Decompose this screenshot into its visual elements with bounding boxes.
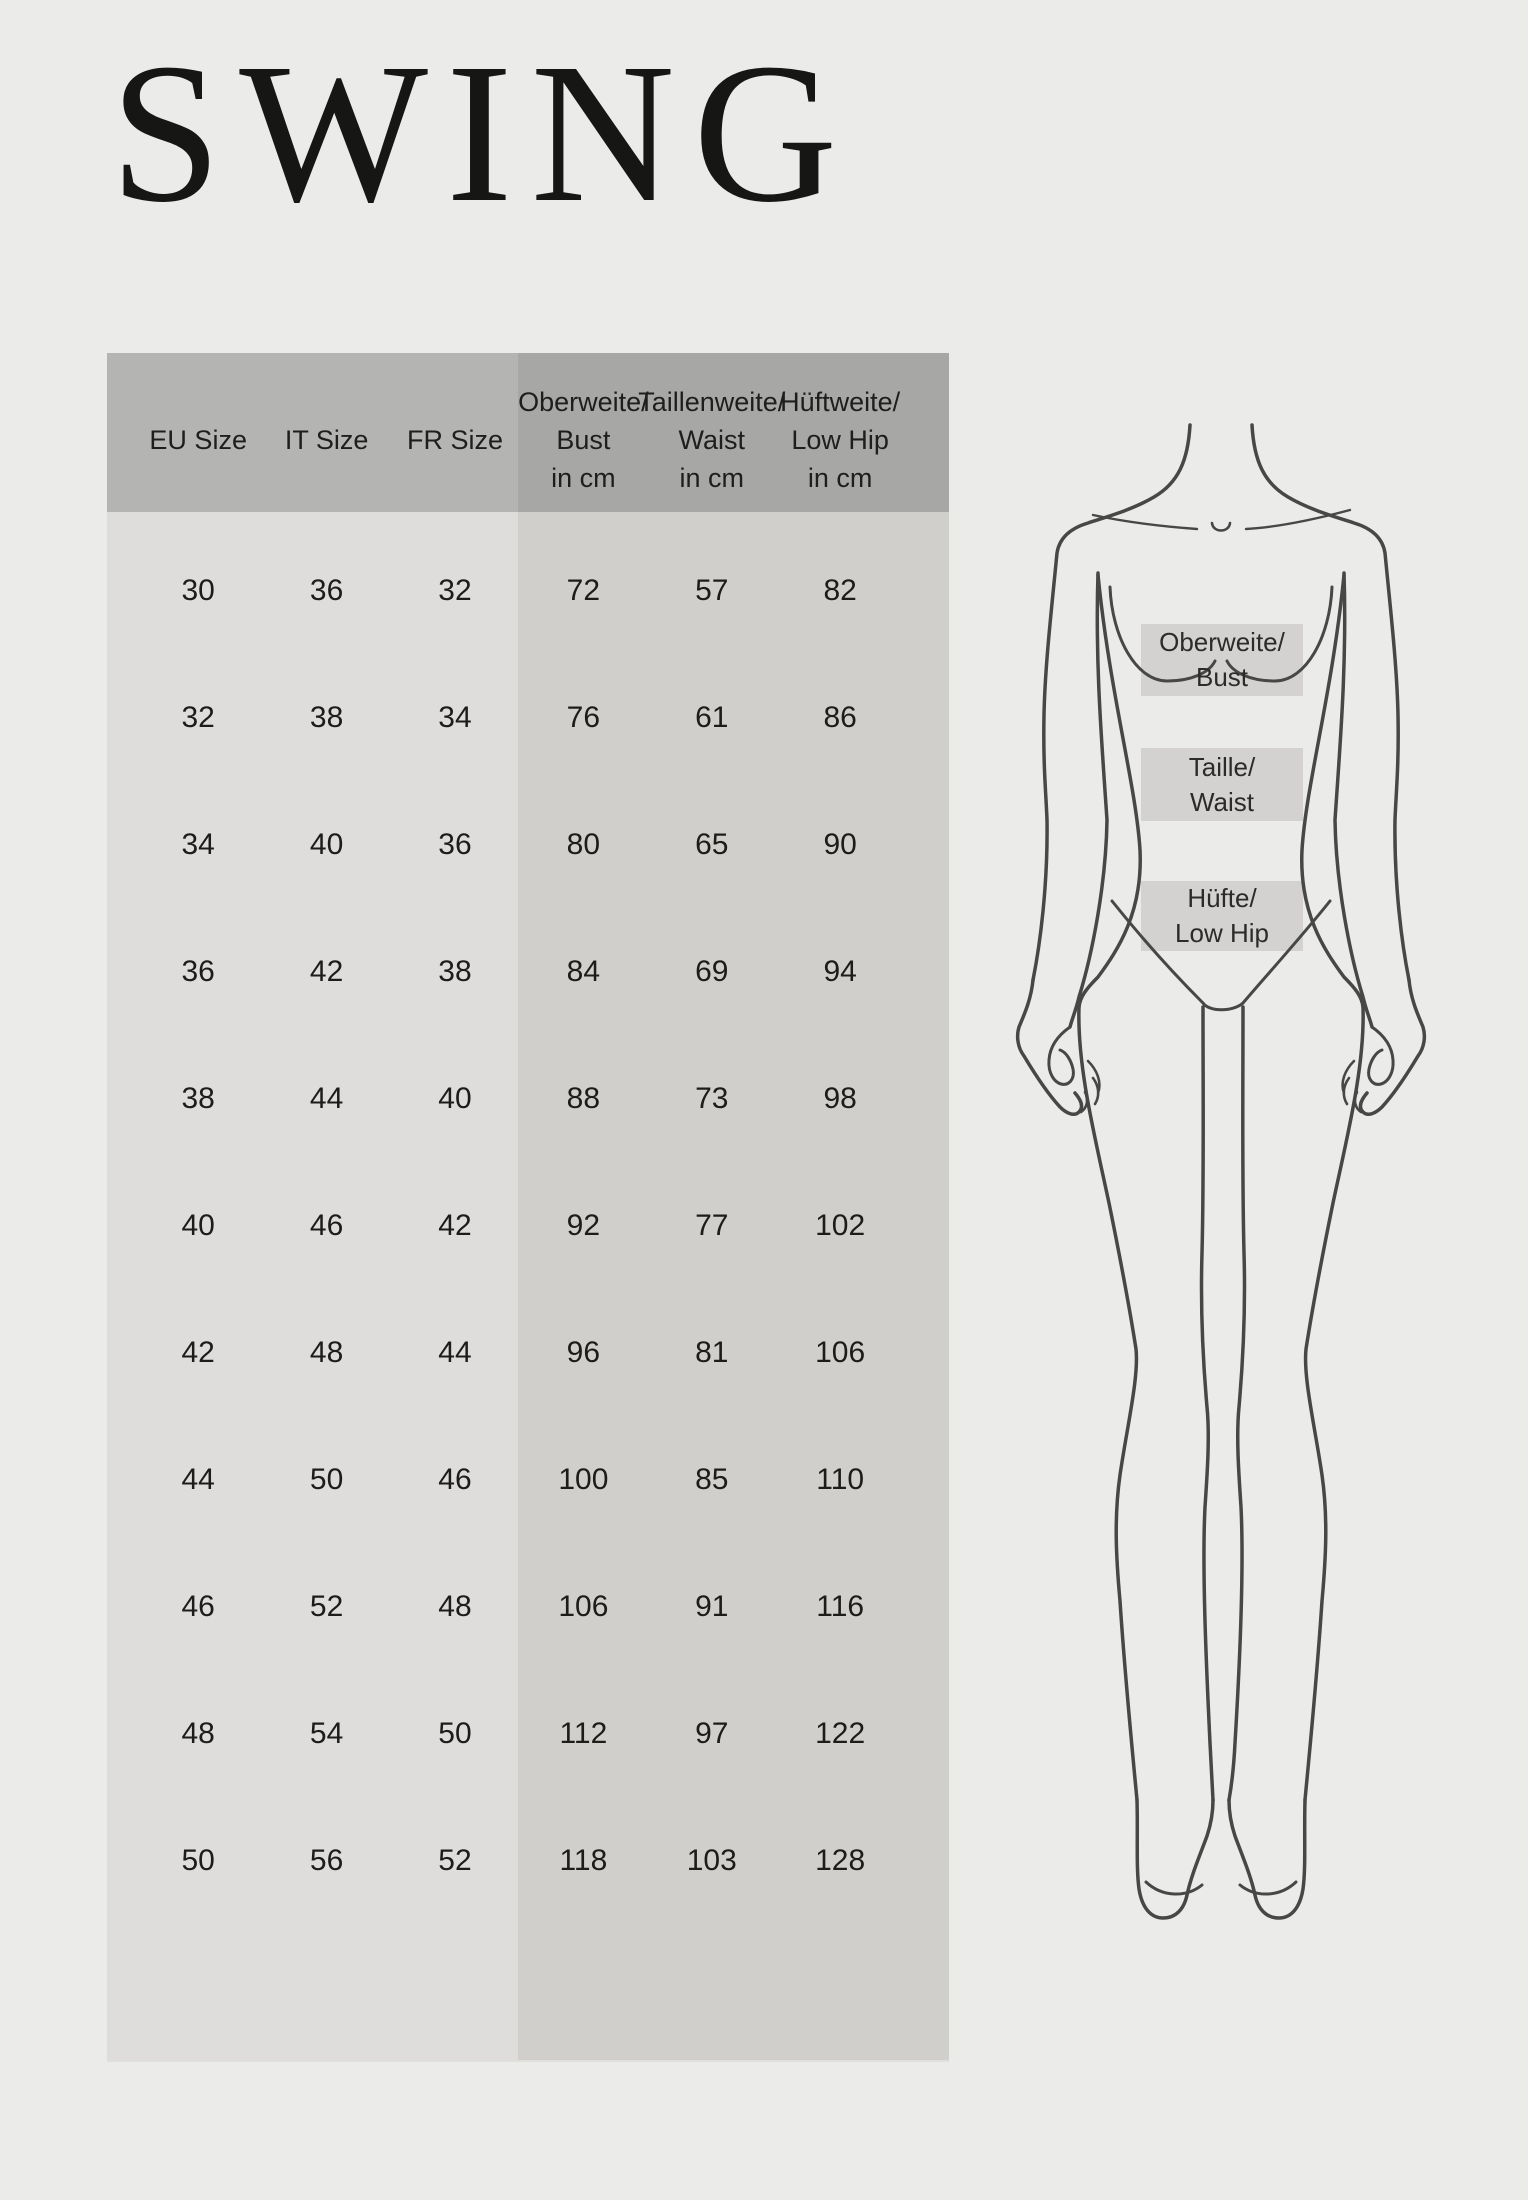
column-header	[262, 353, 390, 512]
measure-label-line: Low Hip	[1175, 918, 1269, 948]
table-cell: 81	[695, 1335, 729, 1369]
table-cell: 34	[438, 700, 472, 734]
table-cell: 40	[309, 827, 344, 861]
column-header-line: IT Size	[284, 424, 369, 455]
table-cell: 98	[823, 1081, 857, 1115]
table-cell: 40	[438, 1081, 472, 1115]
table-cell: 38	[181, 1081, 215, 1115]
leg-outer-right-path	[1305, 1007, 1363, 1800]
table-cell: 69	[695, 954, 729, 988]
table-cell: 40	[181, 1208, 215, 1242]
hand-left-path	[1018, 980, 1082, 1114]
measure-label-line: Taille/	[1188, 751, 1256, 782]
table-cell: 77	[695, 1208, 729, 1242]
foot-right-path	[1229, 1800, 1305, 1918]
foot-left-path	[1137, 1800, 1213, 1918]
table-header	[107, 353, 949, 512]
hand-right-path	[1360, 980, 1424, 1114]
table-cell: 32	[438, 573, 472, 607]
column-header-line: Bust	[556, 424, 611, 455]
inner-arm-right-path	[1335, 573, 1372, 1027]
table-cell: 122	[815, 1716, 866, 1750]
table-cell: 84	[566, 954, 601, 988]
bust-label	[1141, 624, 1303, 696]
table-cell: 88	[566, 1081, 601, 1115]
table-cell: 80	[566, 827, 601, 861]
column-header-line: in cm	[551, 462, 616, 493]
torso-right-path	[1302, 575, 1363, 1007]
table-cell: 96	[566, 1335, 601, 1369]
column-header	[519, 353, 647, 512]
table-cell: 73	[695, 1081, 729, 1115]
table-cell: 38	[438, 954, 472, 988]
table-cell: 72	[566, 573, 601, 607]
brand-logo: SWING	[110, 23, 856, 244]
table-cell: 85	[695, 1462, 729, 1496]
table-cell: 56	[309, 1843, 344, 1877]
table-row	[107, 527, 949, 654]
waist-label	[1141, 748, 1303, 821]
column-header	[776, 353, 904, 512]
table-cell: 92	[566, 1208, 601, 1242]
table-row	[107, 908, 949, 1035]
table-cell: 30	[181, 573, 215, 607]
table-cell: 32	[181, 700, 215, 734]
column-header-line: in cm	[807, 462, 873, 493]
collarbone-right-path	[1246, 510, 1350, 529]
measure-label-line: Bust	[1195, 662, 1249, 692]
table-cell: 94	[823, 954, 857, 988]
table-cell: 91	[695, 1589, 729, 1623]
table-row	[107, 1416, 949, 1543]
table-cell: 86	[823, 700, 857, 734]
table-cell: 52	[438, 1843, 472, 1877]
table-cell: 118	[559, 1843, 608, 1877]
table-cell: 82	[823, 573, 857, 607]
table-cell: 48	[309, 1335, 344, 1369]
measure-label-line: Oberweite/	[1159, 627, 1285, 657]
toe-line-right-path	[1240, 1882, 1296, 1894]
table-body	[107, 512, 949, 1924]
column-header-line: in cm	[679, 462, 745, 493]
table-cell: 110	[816, 1462, 865, 1496]
table-cell: 61	[695, 700, 729, 734]
crotch-arc-path	[1203, 1003, 1243, 1010]
torso-left-path	[1079, 575, 1140, 1007]
table-cell: 100	[558, 1462, 609, 1496]
table-row	[107, 1797, 949, 1924]
table-cell: 52	[309, 1589, 344, 1623]
table-cell: 44	[181, 1462, 215, 1496]
table-row	[107, 781, 949, 908]
size-table	[107, 353, 949, 2060]
table-cell: 42	[181, 1335, 215, 1369]
table-row	[107, 1543, 949, 1670]
table-cell: 36	[181, 954, 215, 988]
table-cell: 116	[816, 1589, 865, 1623]
table-cell: 102	[815, 1208, 866, 1242]
table-cell: 50	[181, 1843, 215, 1877]
column-header-line: FR Size	[406, 424, 503, 455]
column-header	[638, 353, 786, 512]
table-cell: 65	[695, 827, 729, 861]
table-cell: 48	[181, 1716, 215, 1750]
table-cell: 54	[309, 1716, 344, 1750]
table-header-cells	[107, 353, 949, 512]
table-cell: 46	[181, 1589, 215, 1623]
column-header-line: Low Hip	[791, 424, 889, 455]
table-row	[107, 1162, 949, 1289]
table-cell: 36	[309, 573, 344, 607]
table-row	[107, 1035, 949, 1162]
measure-label-line: Hüfte/	[1187, 883, 1257, 913]
leg-outer-left-path	[1079, 1007, 1137, 1800]
leg-inner-left-path	[1201, 1007, 1213, 1800]
table-cell: 48	[438, 1589, 472, 1623]
table-cell: 44	[309, 1081, 344, 1115]
table-cell: 42	[438, 1208, 472, 1242]
leg-inner-right-path	[1229, 1007, 1245, 1800]
table-row	[107, 1670, 949, 1797]
measure-label-line: Waist	[1189, 786, 1255, 817]
column-header-line: Waist	[678, 424, 745, 455]
column-header-line: Oberweite/	[518, 386, 649, 417]
table-cell: 57	[695, 573, 729, 607]
collarbone-left-path	[1093, 515, 1197, 529]
table-cell: 128	[815, 1843, 866, 1877]
column-header	[391, 353, 519, 512]
table-cell: 112	[559, 1716, 608, 1750]
table-cell: 44	[438, 1335, 472, 1369]
table-cell: 103	[686, 1843, 737, 1877]
figure-illustration	[1000, 415, 1490, 1935]
table-cell: 76	[566, 700, 601, 734]
table-cell: 106	[558, 1589, 609, 1623]
table-cell: 97	[695, 1716, 729, 1750]
table-cell: 46	[309, 1208, 344, 1242]
table-cell: 50	[309, 1462, 344, 1496]
table-cell: 34	[181, 827, 215, 861]
table-row	[107, 654, 949, 781]
column-header-line: Hüftweite/	[780, 386, 901, 417]
table-cell: 36	[438, 827, 472, 861]
thumb-left-path	[1049, 1027, 1073, 1084]
table-row	[107, 1289, 949, 1416]
column-header	[134, 353, 262, 512]
neck-notch-path	[1212, 523, 1230, 531]
column-header-line: EU Size	[149, 424, 247, 455]
hip-label	[1141, 881, 1303, 951]
table-cell: 50	[438, 1716, 472, 1750]
toe-line-left-path	[1146, 1882, 1202, 1894]
table-cell: 46	[438, 1462, 472, 1496]
table-cell: 42	[309, 954, 344, 988]
inner-arm-left-path	[1070, 573, 1107, 1027]
table-cell: 90	[823, 827, 857, 861]
thumb-right-path	[1369, 1027, 1393, 1084]
column-header-line: Taillenweite/	[638, 386, 786, 417]
table-cell: 106	[815, 1335, 866, 1369]
table-cell: 38	[309, 700, 344, 734]
